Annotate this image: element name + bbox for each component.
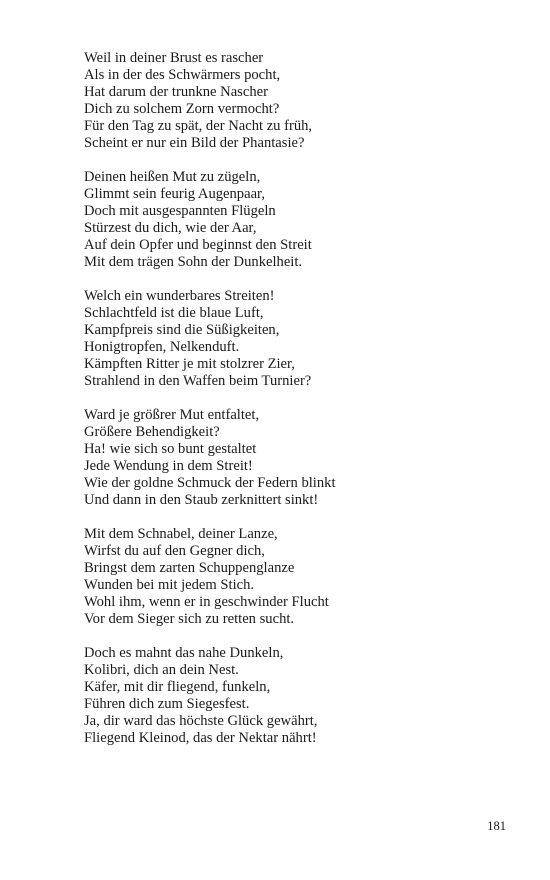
poem-line: Wohl ihm, wenn er in geschwinder Flucht [84,594,329,610]
stanza-4 [84,407,524,509]
poem-line: Auf dein Opfer und beginnst den Streit [84,237,312,253]
poem-line: Kampfpreis sind die Süßigkeiten, [84,322,280,338]
poem-line: Mit dem trägen Sohn der Dunkelheit. [84,254,303,270]
stanza-2 [84,169,524,271]
poem-line: Deinen heißen Mut zu zügeln, [84,169,261,185]
poem-line: Führen dich zum Siegesfest. [84,696,250,712]
poem-line: Mit dem Schnabel, deiner Lanze, [84,526,278,542]
poem-line: Ja, dir ward das höchste Glück gewährt, [84,713,318,729]
poem-line: Ward je größrer Mut entfaltet, [84,407,260,423]
poem-line: Doch mit ausgespannten Flügeln [84,203,276,219]
poem-line: Kämpften Ritter je mit stolzrer Zier, [84,356,295,372]
poem-line: Ha! wie sich so bunt gestaltet [84,441,257,457]
poem-line: Dich zu solchem Zorn vermocht? [84,101,280,117]
poem-line: Glimmt sein feurig Augenpaar, [84,186,265,202]
poem-line: Honigtropfen, Nelkenduft. [84,339,240,355]
poem-line: Doch es mahnt das nahe Dunkeln, [84,645,284,661]
poem-line: Vor dem Sieger sich zu retten sucht. [84,611,295,627]
poem-line: Hat darum der trunkne Nascher [84,84,268,100]
poem-line: Welch ein wunderbares Streiten! [84,288,275,304]
poem [84,50,524,764]
poem-line: Wunden bei mit jedem Stich. [84,577,255,593]
page-number: 181 [487,819,506,833]
poem-line: Jede Wendung in dem Streit! [84,458,253,474]
poem-line: Für den Tag zu spät, der Nacht zu früh, [84,118,313,134]
poem-line: Größere Behendigkeit? [84,424,220,440]
poem-line: Stürzest du dich, wie der Aar, [84,220,257,236]
poem-line: Wirfst du auf den Gegner dich, [84,543,265,559]
poem-line: Und dann in den Staub zerknittert sinkt! [84,492,319,508]
poem-line: Kolibri, dich an dein Nest. [84,662,239,678]
poem-line: Scheint er nur ein Bild der Phantasie? [84,135,305,151]
poem-line: Weil in deiner Brust es rascher [84,50,264,66]
stanza-5 [84,526,524,628]
poem-line: Als in der des Schwärmers pocht, [84,67,281,83]
poem-line: Fliegend Kleinod, das der Nektar nährt! [84,730,317,746]
poem-line: Schlachtfeld ist die blaue Luft, [84,305,264,321]
stanza-6 [84,645,524,747]
poem-line: Strahlend in den Waffen beim Turnier? [84,373,312,389]
stanza-3 [84,288,524,390]
poem-line: Käfer, mit dir fliegend, funkeln, [84,679,271,695]
stanza-1 [84,50,524,152]
poem-line: Wie der goldne Schmuck der Federn blinkt [84,475,336,491]
poem-line: Bringst dem zarten Schuppenglanze [84,560,295,576]
